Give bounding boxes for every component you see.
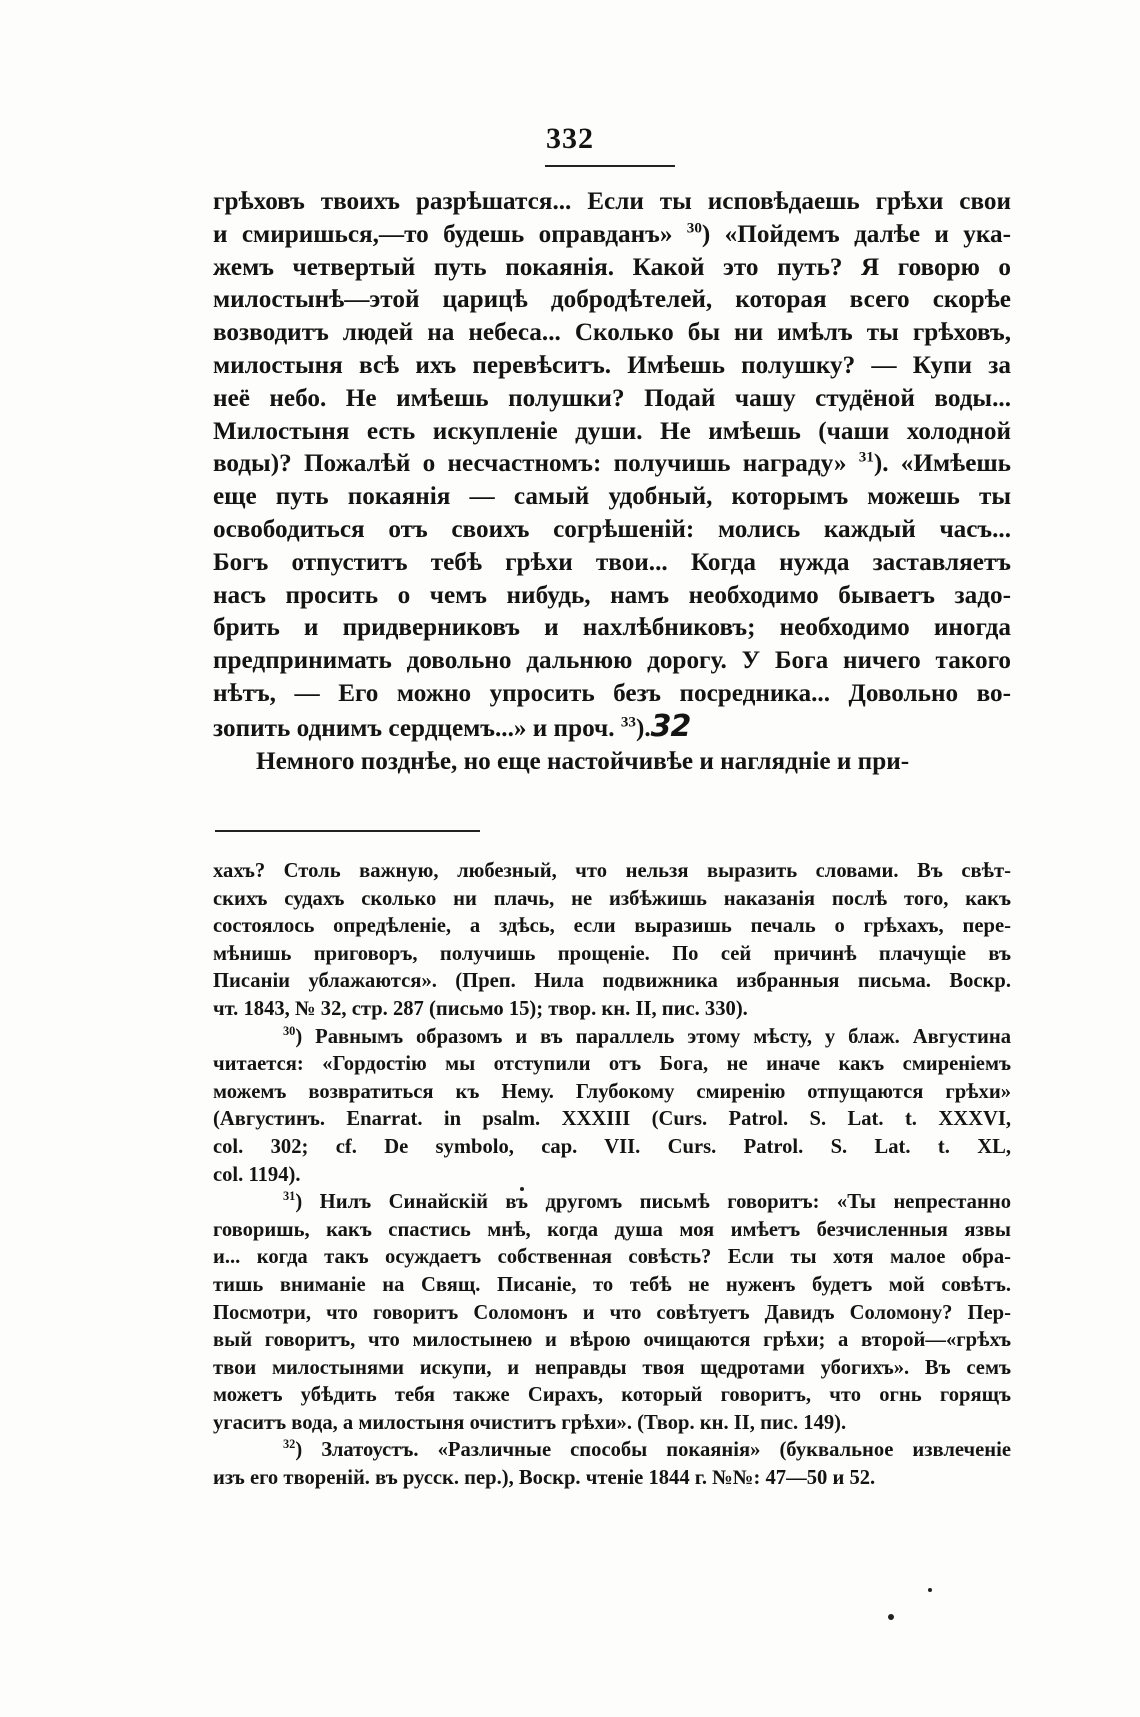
main-line-1: грѣховъ твоихъ разрѣшатся... Если ты исповѣдаешь грѣхи свои [213, 188, 1011, 215]
fn31-line-5: Посмотри, что говоритъ Соломонъ и что совѣтуетъ Давидъ Соломону? Пер- [213, 1301, 1011, 1324]
footnote-ref-30: 30 [686, 220, 702, 237]
fn30-line-1 [213, 1024, 1011, 1052]
fn-cont-line-4: мѣнишь приговоръ, получишь прощеніе. По сей причинѣ плачущіе въ [213, 942, 1011, 965]
page-number: 332 [546, 122, 594, 155]
main-line-2-tail: «Пойдемъ далѣе и ука- [724, 220, 1011, 248]
fn-cont-line-1: хахъ? Столь важную, любезный, что нельзя выразить словами. Въ свѣт- [213, 860, 1011, 882]
main-line-11: освободиться отъ своихъ согрѣшеній: молись каждый часъ... [213, 515, 1011, 543]
main-line-2 [213, 219, 1011, 252]
main-line-8: Милостыня есть искупленіе души. Не имѣешь (чаши холодной [213, 417, 1011, 445]
fn31-line-9: угаситъ вода, а милостыня очиститъ грѣхи». (Твор. кн. II, пис. 149). [213, 1411, 847, 1434]
main-line-9-tail: «Имѣешь [900, 450, 1012, 478]
fn30-line-6: col. 1194). [213, 1163, 301, 1186]
fn31-line-6: вый говоритъ, что милостынею и вѣрою очищаются грѣхи; а второй—«грѣхъ [213, 1329, 1011, 1352]
ink-speck-1 [520, 1187, 524, 1191]
fn30-line-3: можемъ возвратиться къ Нему. Глубокому смиренію отпущаются грѣхи» [213, 1080, 1011, 1103]
main-line-18: Немного позднѣе, но еще настойчивѣе и наглядніе и при- [256, 747, 910, 775]
footnote-32-marker: 32 [283, 1437, 296, 1452]
main-line-4: милостынѣ—этой царицѣ добродѣтелей, которая всего скорѣе [213, 286, 1011, 314]
footnote-31 [213, 1189, 1011, 1437]
main-line-2-text: и смиришься,—то будешь оправданъ» [213, 220, 687, 248]
main-line-2-close: ) [701, 220, 725, 248]
fn-cont-line-5: Писаніи ублажаются». (Преп. Нила подвижника избранныя письма. Воскр. [213, 970, 1011, 993]
footnote-ref-31: 31 [858, 449, 874, 466]
main-line-7: неё небо. Не имѣешь полушки? Подай чашу студёной воды... [213, 384, 1011, 412]
ink-speck-2 [888, 1614, 894, 1620]
fn31-line-8: можетъ убѣдить тебя также Сирахъ, который говоритъ, что огнь горящъ [213, 1384, 1011, 1407]
fn31-line-2: говоришь, какъ спастись мнѣ, когда душа моя имѣетъ безчисленныя язвы [213, 1218, 1011, 1241]
footnote-30 [213, 1024, 1011, 1190]
main-line-17-close: ). [635, 714, 651, 742]
fn31-line-1 [213, 1189, 1011, 1217]
fn31-line-4: тишь вниманіе на Свящ. Писаніе, то тебѣ не нуженъ будетъ мой совѣтъ. [213, 1273, 1011, 1296]
main-line-13: насъ просить о чемъ нибудь, намъ необходимо бываетъ задо- [213, 581, 1011, 609]
fn31-line-7: твои милостынями искупи, и неправды твоя щедротами убогихъ». Въ семъ [213, 1356, 1011, 1379]
fn30-line-4: (Августинъ. Enarrat. in psalm. XXXIII (Curs. Patrol. S. Lat. t. XXXVI, [213, 1108, 1011, 1131]
main-line-14: брить и придверниковъ и нахлѣбниковъ; необходимо иногда [213, 614, 1011, 642]
handwritten-footnote-number: 32 [650, 708, 691, 744]
footnote-30-marker: 30 [283, 1023, 296, 1038]
footnote-continuation [213, 858, 1011, 1024]
fn30-line-1-text: ) Равнымъ образомъ и въ параллель этому мѣсту, у блаж. Августина [295, 1025, 1011, 1048]
struck-footnote-ref: 33 [620, 714, 636, 731]
fn32-line-1-text: ) Златоустъ. «Различные способы покаянія» (буквальное извлеченіе [295, 1439, 1011, 1462]
footnote-31-marker: 31 [283, 1189, 296, 1204]
main-line-10: еще путь покаянія — самый удобный, которымъ можешь ты [213, 483, 1011, 511]
footnotes [213, 858, 1011, 1493]
main-line-3: жемъ четвертый путь покаянія. Какой это путь? Я говорю о [213, 253, 1011, 281]
fn32-line-1 [213, 1437, 1011, 1465]
main-line-9 [213, 448, 1011, 481]
main-line-6: милостыня всѣ ихъ перевѣситъ. Имѣешь полушку? — Купи за [213, 351, 1011, 379]
main-line-12: Богъ отпуститъ тебѣ грѣхи твои... Когда нужда заставляетъ [213, 548, 1011, 576]
fn30-line-2: читается: «Гордостію мы отступили отъ Бога, не иначе какъ смиреніемъ [213, 1053, 1011, 1076]
footnote-32 [213, 1437, 1011, 1492]
main-line-17 [213, 708, 1011, 746]
fn30-line-5: col. 302; cf. De symbolo, cap. VII. Curs. Patrol. S. Lat. t. XL, [213, 1135, 1011, 1158]
main-text [213, 186, 1011, 778]
ink-speck-3 [928, 1588, 932, 1592]
main-line-15: предпринимать довольно дальнюю дорогу. У Бога ничего такого [213, 647, 1011, 675]
main-line-17-text: зопить однимъ сердцемъ...» и проч. [213, 714, 621, 742]
footnote-separator [215, 830, 480, 832]
main-line-16: нѣтъ, — Его можно упросить безъ посредника... Довольно во- [213, 679, 1011, 707]
fn-cont-line-2: скихъ судахъ сколько ни плачь, не избѣжишь наказанія послѣ того, какъ [213, 887, 1011, 910]
fn-cont-line-6: чт. 1843, № 32, стр. 287 (письмо 15); твор. кн. II, пис. 330). [213, 997, 748, 1020]
fn31-line-3: и... когда такъ осуждаетъ собственная совѣсть? Если ты хотя малое обра- [213, 1246, 1011, 1269]
header-rule [545, 165, 675, 167]
fn32-line-2: изъ его твореній. въ русск. пер.), Воскр. чтеніе 1844 г. №№: 47—50 и 52. [213, 1467, 876, 1490]
fn-cont-line-3: состоялось опредѣленіе, а здѣсь, если выразишь печаль о грѣхахъ, пере- [213, 915, 1011, 938]
main-line-9-close: ). [873, 450, 889, 478]
main-line-5: возводитъ людей на небеса... Сколько бы ни имѣлъ ты грѣховъ, [213, 319, 1011, 347]
main-line-9-text: воды)? Пожалѣй о несчастномъ: получишь награду» [213, 450, 859, 478]
fn31-line-1-text: ) Нилъ Синайскій въ другомъ письмѣ говоритъ: «Ты непрестанно [295, 1191, 1011, 1214]
